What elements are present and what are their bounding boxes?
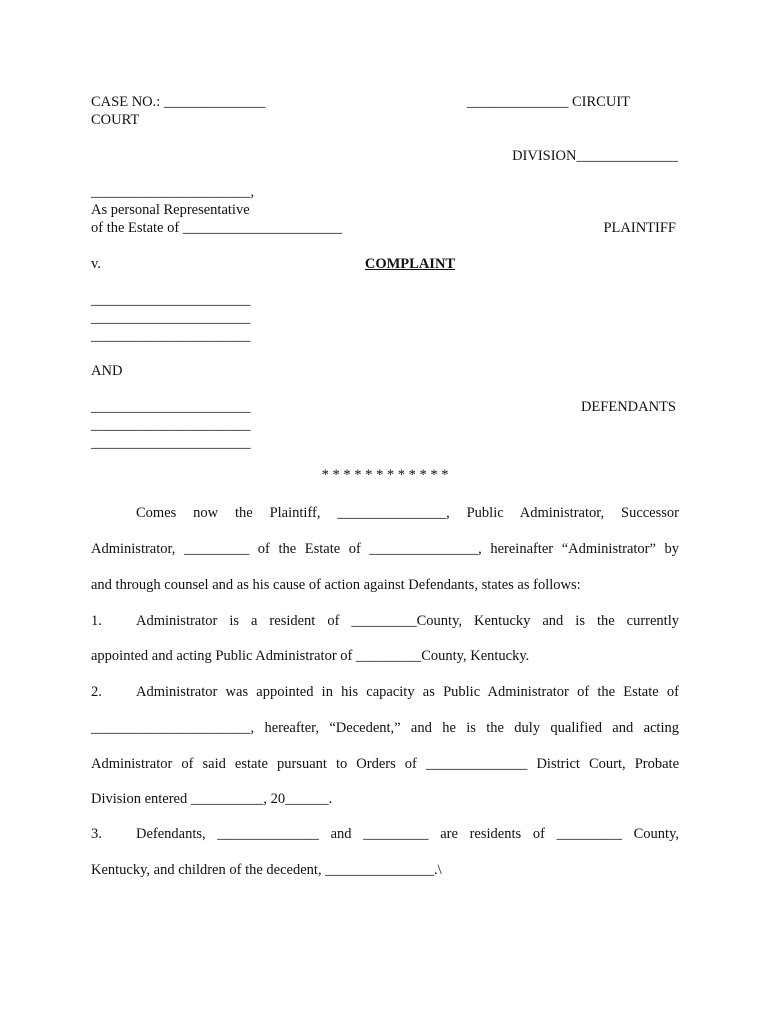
paragraph-number: 1. (91, 613, 102, 629)
section-separator: * * * * * * * * * * * * (321, 467, 449, 483)
paragraph-3-line: Kentucky, and children of the decedent, _______________.\ (91, 862, 442, 878)
intro-line: and through counsel and as his cause of action against Defendants, states as follows: (91, 577, 581, 593)
paragraph-text: Administrator was appointed in his capacity as Public Administrator of the Estate of (136, 684, 679, 700)
case-number: CASE NO.: ______________ (91, 94, 266, 110)
paragraph-1-line (91, 613, 679, 630)
estate-of-line: of the Estate of ______________________ (91, 220, 343, 236)
paragraph-2-line: Division entered __________, 20______. (91, 791, 333, 807)
defendants-label: DEFENDANTS (580, 399, 676, 415)
paragraph-3-line (91, 826, 679, 843)
document-title: COMPLAINT (364, 256, 456, 272)
paragraph-2-line (91, 684, 679, 701)
defendant-blank: ______________________ (91, 399, 251, 415)
defendant-blank: ______________________ (91, 310, 251, 326)
paragraph-text: Administrator is a resident of _________County, Kentucky and is the currently (136, 613, 679, 629)
paragraph-text: Defendants, ______________ and _________ are residents of _________ County, (136, 826, 679, 842)
versus-label: v. (91, 256, 101, 272)
intro-line: Comes now the Plaintiff, _______________, Public Administrator, Successor (136, 505, 679, 521)
paragraph-1-line: appointed and acting Public Administrator of _________County, Kentucky. (91, 648, 530, 664)
paragraph-number: 3. (91, 826, 102, 842)
and-label: AND (91, 363, 123, 379)
intro-line: Administrator, _________ of the Estate of _______________, hereinafter “Administrator” by (91, 541, 679, 557)
court-label: COURT (91, 112, 140, 128)
division-label: DIVISION______________ (512, 148, 678, 164)
defendant-blank: ______________________ (91, 417, 251, 433)
circuit-court-label: ______________ CIRCUIT (466, 94, 630, 110)
personal-representative-line: As personal Representative (91, 202, 250, 218)
paragraph-2-line: Administrator of said estate pursuant to Orders of ______________ District Court, Probate (91, 756, 679, 772)
defendant-blank: ______________________ (91, 328, 251, 344)
paragraph-number: 2. (91, 684, 102, 700)
plaintiff-name-blank: ______________________, (91, 184, 255, 200)
paragraph-2-line: ______________________, hereafter, “Decedent,” and he is the duly qualified and acting (91, 720, 679, 736)
defendant-blank: ______________________ (91, 292, 251, 308)
plaintiff-label: PLAINTIFF (603, 220, 676, 236)
defendant-blank: ______________________ (91, 435, 251, 451)
